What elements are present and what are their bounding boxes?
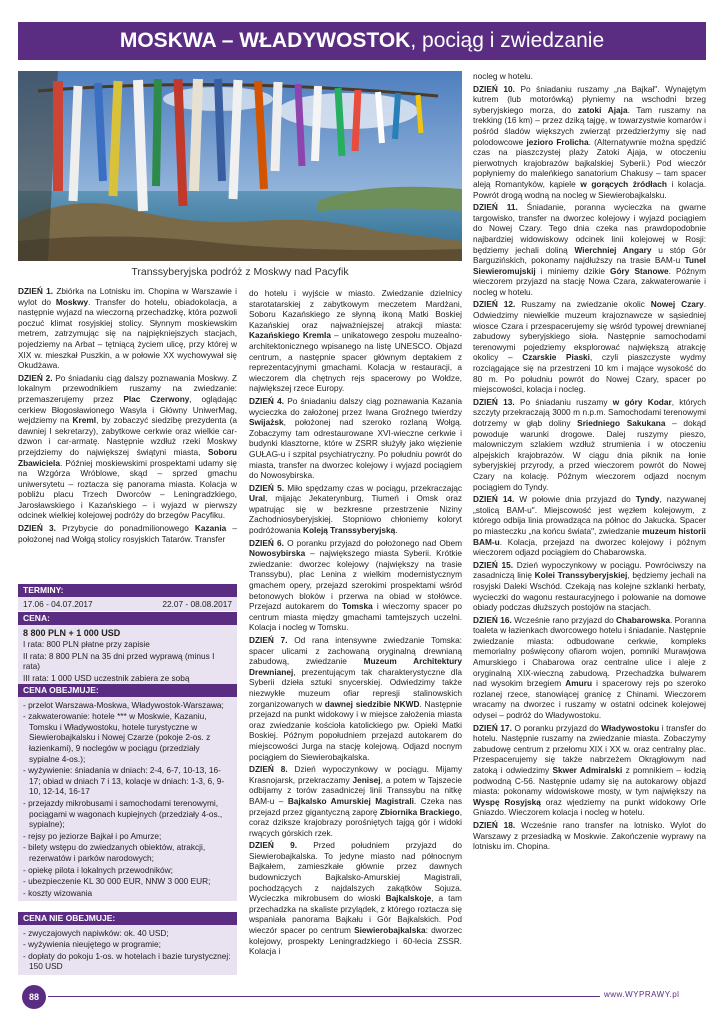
day-text: Przybycie do ponadmilionowego bbox=[55, 523, 195, 534]
day-9 bbox=[249, 840, 462, 957]
excludes-list bbox=[18, 925, 237, 975]
day-text: Zbiórka na Lotnisku im. Chopina w Warszawie i wylot do bbox=[18, 286, 237, 307]
day-label: DZIEŃ 14. bbox=[473, 494, 515, 505]
place-name: Bajkalsko Amurskiej Magistrali bbox=[287, 795, 414, 806]
day-text: Miło spędzamy czas w pociągu, przekraczając bbox=[284, 482, 462, 493]
day-text: . Następnie przejazd na punkt widokowy i w miejsce założenia miasta oraz zwiedzanie kościoła katolickiego pw. Opieki Matki Boskiej. Późnym popołudniem przejazd autokarem do miejscowości Jurga na stację kolejową. Odjazd nocnym pociągiem do Siewierobajkalska. bbox=[249, 698, 462, 762]
price-heading: CENA: bbox=[18, 612, 237, 625]
day-text: , położonej nad szeroko rozlaną Wołgą. Zobaczymy tam odrestaurowane XVI-wieczne cerkwie i budynki klasztorne, które w ZSRR służyły jako więzienie GUŁAG-u i szpital psychiatryczny. Po południu powrót do miasta, transfer na dworzec kolejowy i wyjazd pociągiem do Nowosybirska. bbox=[249, 417, 462, 481]
place-name: Moskwy bbox=[55, 296, 89, 307]
day-4 bbox=[249, 396, 462, 481]
place-name: Ural bbox=[249, 493, 266, 504]
day-text: , oglądając cerkiew Błogosławionego Wasyla i Główny UniwerMag, wejdziemy na bbox=[18, 393, 238, 426]
place-name: w góry Kodar bbox=[612, 396, 672, 407]
day-text: , będziemy jechali na rosyjski Daleki Wschód. Czekają nas kolejne szklanki herbaty, wycieczki do wagonu restauracyjnego i polowanie na domowe obiady podczas dłuższych postojów na stacjach. bbox=[473, 570, 706, 613]
list-item: - zwyczajowych napiwków: ok. 40 USD; bbox=[23, 927, 169, 938]
day-text: – unikatowego zespołu muzealno-architektonicznego wpisanego na listę UNESCO. Objazd centrum, a następnie spacer głównym deptakiem z reprezentacyjnymi gmachami. Kolacja w restauracji, a wieczorem dla chętnych rejs spacerowy po Wołdze, największej rzece Europy. bbox=[249, 330, 462, 394]
place-name: Chabarowska bbox=[616, 614, 670, 625]
terms-dates bbox=[18, 597, 237, 612]
day-text: u stóp Gór Barguzińskich, pokonamy najdłuższy na trasie BAM-u bbox=[473, 244, 706, 266]
place-name: Koleją Transsyberyjską bbox=[302, 525, 396, 536]
day-label: DZIEŃ 1. bbox=[18, 286, 54, 296]
day-8 bbox=[249, 764, 462, 838]
day-15 bbox=[473, 560, 706, 613]
terms-heading: TERMINY: bbox=[18, 584, 237, 597]
list-item: - bilety wstępu do zwiedzanych obiektów, atrakcji, rezerwatów i parków narodowych; bbox=[23, 842, 206, 863]
day-16 bbox=[473, 615, 706, 721]
day-text: – położonej nad Wołgą stolicy rosyjskich Tatarów. Transfer bbox=[18, 523, 238, 544]
photo-illustration bbox=[18, 71, 462, 261]
day-text: – największego miasta Syberii. Krótkie zwiedzanie: dworzec kolejowy (największy na trasie Transsybu), plac Lenina z wielkim modernistycznym gmachem opery, przejazd szerokimi prospektami wśród betonowych bloków i przerwa na obiad w stołówce. Przejazd autokarem do bbox=[249, 548, 462, 612]
day-text: Po śniadaniu ruszamy bbox=[514, 396, 613, 407]
day-12 bbox=[473, 299, 706, 394]
place-name: Kreml bbox=[72, 415, 97, 426]
day-3-cont bbox=[249, 288, 462, 394]
day-text: Śniadanie, poranna wycieczka na gwarne targowisko, transfer na dworzec kolejowy i wyjazd pociągiem do Nowej Czary. Tego dnia czeka nas prawdopodobnie najbardziej widowiskowy odcinek linii kolejowej w Rosji: będziemy jechali doliną bbox=[473, 202, 706, 255]
day-label: DZIEŃ 12. bbox=[473, 299, 516, 310]
day-text: . Odwiedzimy niewielkie muzeum krajoznawcze w sąsiedniej wiosce Czara i przespacerujemy się wśród typowej drewnianej zabudowy syberyjskiego sioła. Następnie samochodami terenowymi pojedziemy eksplorować największą atrakcję okolicy – bbox=[473, 299, 707, 363]
day-11 bbox=[473, 202, 706, 297]
day-text: , prezentującym tak charakterystyczne dla Syberii dzieła sztuki snycerskiej. Odwiedzimy także niezwykłe muzeum ofiar represji stalinowskich zorganizowanych w bbox=[249, 666, 462, 709]
list-item: - rejsy po jeziorze Bajkał i po Amurze; bbox=[23, 830, 162, 841]
day-text: Po śniadaniu ruszamy „na Bajkał". Wynajętym kutrem (lub motorówką) płyniemy na wschodni brzeg syberyjskiego morza, do bbox=[473, 83, 706, 115]
list-item: - przelot Warszawa-Moskwa, Władywostok-Warszawa; bbox=[23, 699, 224, 710]
day-text: Po śniadaniu dalszy ciąg poznawania Kazania wycieczka do założonej przez Iwana Groźnego twierdzy bbox=[249, 395, 462, 417]
place-name: Kazania bbox=[194, 523, 227, 534]
place-name: Jenisej bbox=[352, 774, 381, 785]
price-installment: II rata: 8 800 PLN na 35 dni przed wyprawą (minus I rata) bbox=[23, 650, 215, 672]
place-name: Sriedniego Sakukana bbox=[577, 418, 666, 428]
day-14 bbox=[473, 494, 706, 558]
day-text: O poranku przyjazd do położonego nad Obem bbox=[283, 537, 462, 548]
includes-heading: CENA OBEJMUJE: bbox=[18, 684, 237, 697]
day-text: do hotelu i wyjście w miasto. Zwiedzanie dzielnicy starotatarskiej z zabytkowym meczetem Mardżani, Soboru Kazańskiego ze słynną ikoną Matki Boskiej Kazańskiej oraz najważniejszej atrakcji miasta: bbox=[249, 288, 462, 330]
day-text: Dzień wypoczynkowy w pociągu. Powróciwszy na zasadniczą linię bbox=[473, 559, 706, 581]
place-name: Soboru Zbawiciela bbox=[18, 446, 237, 468]
place-name: Wyspę Rosyjską bbox=[473, 796, 541, 807]
day-text: , nazywanej „stolicą BAM-u". Miejscowość jest węzłem kolejowym, z którego odbija linia prowadząca na północ do Jakucka. Spacer po miasteczku „na końcu świata", zwiedzanie bbox=[473, 494, 706, 536]
place-name: jezioro Frolicha bbox=[526, 136, 589, 147]
day-text: i miniemy dzikie bbox=[535, 265, 611, 276]
day-text: Przed południem przyjazd do Siewierobajkalska. To jedyne miasto nad północnym Bajkałem, zamieszkałe głównie przez dawnych budowniczych Bajkalsko-Amurskiej Magistrali, pochodzących z najdalszych zakątków Sojuza. Wycieczka mikrobusem do wioski bbox=[249, 840, 462, 904]
day-text: i spacerowy rejs po szeroko rozlanej rzece, stanowiącej granicę z Chinami. Wieczorem wracamy na dworzec i ruszamy w ostatni odcinek kolejowej odysei – podróż do Władywostoku. bbox=[473, 678, 706, 721]
day-text: . Tam ruszamy na trekking (16 km) – przez dziką tajgę, w towarzystwie komarów i pośród śladów większych zwierząt przedzierżymy się nad polodowcowe bbox=[473, 104, 707, 147]
day-label: DZIEŃ 4. bbox=[249, 395, 285, 406]
day-text: Ruszamy na zwiedzanie okolic bbox=[515, 299, 651, 310]
day-text: . bbox=[395, 525, 398, 536]
day-text: . Czeka nas przejazd przez gigantyczną zaporę bbox=[249, 795, 462, 817]
day-label: DZIEŃ 7. bbox=[249, 635, 288, 645]
day-17 bbox=[473, 723, 706, 818]
tour-photo bbox=[18, 71, 462, 261]
place-name: zatoki Ajaja bbox=[577, 104, 628, 115]
day-label: DZIEŃ 2. bbox=[18, 372, 53, 383]
includes-list bbox=[18, 697, 237, 902]
place-name: Nowosybirska bbox=[249, 548, 306, 559]
day-text: nocleg w hotelu. bbox=[473, 71, 533, 81]
day-label: DZIEŃ 16. bbox=[473, 614, 512, 625]
terms-box bbox=[18, 584, 237, 611]
list-item: - dopłaty do pokoju 1-os. w hotelach i bazie turystycznej: 150 USD bbox=[23, 950, 231, 972]
place-name: Siewierobajkalska bbox=[354, 925, 426, 936]
price-box bbox=[18, 612, 237, 687]
place-name: Tyndy bbox=[635, 494, 660, 505]
place-name: dawnej siedzibie NKWD bbox=[324, 698, 420, 709]
place-name: Wierchniej Angary bbox=[574, 244, 652, 255]
day-text: Dzień wypoczynkowy w pociągu. Mijamy Krasnojarsk, przekraczamy bbox=[249, 764, 463, 785]
place-name: Bajkalskoje bbox=[385, 893, 432, 904]
place-name: Amuru bbox=[565, 678, 593, 689]
place-name: Kolei Transsyberyjskiej bbox=[534, 570, 628, 581]
day-text: , a potem w Tajszecie odbijamy z torów zasadniczej linii Transsybu na nitkę BAM-u – bbox=[249, 774, 462, 806]
day-text: . Kolacja, przejazd na dworzec kolejowy i późnym wieczorem odjazd pociągiem do Chabarowska. bbox=[473, 536, 706, 558]
place-name: Plac Czerwony bbox=[123, 393, 190, 404]
day-text: Po śniadaniu ciąg dalszy poznawania Moskwy. Z lokalnym przewodnikiem ruszamy na zwiedzanie: przemaszerujemy przez bbox=[18, 372, 238, 404]
day-18 bbox=[473, 820, 706, 852]
place-name: Kazańskiego Kremla bbox=[249, 330, 331, 341]
page-number: 88 bbox=[22, 985, 46, 1009]
list-item: - koszty wizowania bbox=[23, 887, 93, 898]
place-name: Swijażsk bbox=[249, 417, 284, 428]
day-text: . (Alternatywnie można spędzić czas na piaszczystej plaży Zatoki Ajaja, w otoczeniu pierwotnych krajobrazów bajkalskiej Syberii.) Pod wieczór popłyniemy do maleńkiego sanatorium Chakusy – tam spacer aleją Romantyków, kąpiele bbox=[473, 136, 706, 189]
place-name: Muzeum Architektury Drewnianej bbox=[249, 656, 463, 677]
list-item: - wyżywienia nieujętego w programie; bbox=[23, 939, 161, 950]
price-total: 8 800 PLN + 1 000 USD bbox=[23, 627, 121, 638]
list-item: - zakwaterowanie: hotele *** w Moskwie, Kazaniu, Tomsku i Władywostoku, hotele turystyczne w Siewierobajkalsku i Nowej Czarze (pokoje 2-os. z łazienkami), 9 noclegów w pociągu (przedziały sypialne 4-os.); bbox=[23, 711, 211, 764]
day-text: . Później moskiewskimi prospektami udamy się na Wzgórza Wróblowe, skąd – sprzed gmachu uniwersytetu – roztacza się panorama miasta. Kolacja w pobliżu placu Trzech Dworców – Leningradzkiego, Jarosławskiego i Kazańskiego – i wyjazd w pierwszy odcinek wielkiej kolejowej podróży do brzegów Pacyfiku. bbox=[18, 457, 237, 521]
day-10 bbox=[473, 84, 706, 201]
day-label: DZIEŃ 11. bbox=[473, 202, 518, 213]
day-label: DZIEŃ 9. bbox=[249, 840, 298, 851]
day-7 bbox=[249, 635, 462, 762]
title-bold: MOSKWA – WŁADYWOSTOK bbox=[119, 29, 411, 52]
list-item: - wyżywienie: śniadania w dniach: 2-4, 6-7, 10-13, 16-17; obiad w dniach 7 i 13, kolacje w dniach: 1-3, 6, 9-10, 12-14, 16-17 bbox=[23, 765, 225, 797]
day-13 bbox=[473, 397, 706, 492]
day-label: DZIEŃ 3. bbox=[18, 523, 56, 534]
place-name: muzeum historii BAM-u bbox=[473, 525, 706, 547]
includes-box bbox=[18, 684, 237, 901]
page-title-banner bbox=[18, 22, 706, 60]
itinerary-column-3 bbox=[473, 71, 706, 854]
day-text: , których szczyty przekraczają 3000 m n.p.m. Samochodami terenowymi dotrzemy w głąb doliny bbox=[473, 396, 706, 428]
day-text: Wcześnie rano transfer na lotnisko. Wylot do Warszawy z przesiadką w Moskwie. Zakończenie wyprawy na lotnisku im. Chopina. bbox=[473, 819, 706, 852]
itinerary-column-1 bbox=[18, 286, 237, 546]
place-name: Zbiornika Brackiego bbox=[379, 806, 460, 817]
website-link[interactable]: www.WYPRAWY.pl bbox=[604, 990, 680, 999]
day-text: i wieczorny spacer po centrum miasta między gmachami tamtejszych uczelni. Kolacja i nocleg w Tomsku. bbox=[249, 601, 462, 633]
day-5 bbox=[249, 483, 462, 536]
day-9-cont bbox=[473, 71, 706, 82]
day-1 bbox=[18, 286, 237, 371]
footer-divider bbox=[48, 996, 600, 997]
place-name: Tunel Siewieromujskij bbox=[473, 255, 706, 276]
day-text: , a tam przechadzka na skaliste przylądek, z którego roztacza się wspaniała panorama Bajkału i Gór Bajkalskich. Pod wieczór spacer po centrum bbox=[249, 893, 462, 936]
price-installment: I rata: 800 PLN płatne przy zapisie bbox=[23, 639, 150, 650]
excludes-heading: CENA NIE OBEJMUJE: bbox=[18, 912, 237, 925]
day-text: – dokąd powoduje warunki drogowe. Dalej ruszymy pieszo, malowniczym szlakiem wzdłuż strumienia i w otoczeniu alpejskich krajobrazów. W ciągu dnia piknik na łonie syberyjskiej przyrody, a przed wieczorem powrót do Nowej Czary na kolację. Późnym wieczorem odjazd nocnym pociągiem do Tyndy. bbox=[473, 418, 707, 492]
term-date: 22.07 - 08.08.2017 bbox=[162, 598, 232, 609]
day-text: z pomnikiem – łodzią podwodną C-56. Następnie udamy się na autokarowy objazd miasta: pokonamy widowiskowe mosty, w tym największy na bbox=[473, 765, 706, 797]
place-name: Nowej Czary bbox=[650, 299, 704, 310]
day-text: , czyli piaszczyste wydmy rozciągające się na przestrzeni 10 km i mające wysokość do 80 m. Po południu powrót do Nowej Czary, spacer po miejscowości, kolacja i nocleg. bbox=[473, 352, 706, 395]
day-label: DZIEŃ 18. bbox=[473, 819, 516, 830]
day-label: DZIEŃ 5. bbox=[249, 482, 285, 493]
day-text: O poranku przyjazd do bbox=[511, 722, 602, 733]
day-text: , coraz dziksze krajobrazy porośniętych tajgą gór i widoki rwących górskich rzek. bbox=[249, 806, 462, 838]
day-text: . Poranna toaleta w łazienkach dworcowego hotelu i śniadanie. Następnie zwiedzanie miasta: odbudowane cerkwie, kompleks memorialny poświęcony ofiarom wojen, pomniki Murawjowa Amurskiego i Chabarowa oraz centralne ulice i aleje z oryginalną XIX-wieczną zabudową. Przechadzka bulwarem nad wysokim brzegiem bbox=[473, 614, 706, 689]
photo-caption: Transsyberyjska podróż z Moskwy nad Pacyfik bbox=[131, 266, 349, 278]
day-label: DZIEŃ 13. bbox=[473, 396, 515, 407]
day-label: DZIEŃ 15. bbox=[473, 559, 514, 570]
list-item: - przejazdy mikrobusami i samochodami terenowymi, pociągami w wagonach kupiejnych (przedziały 4-os., sypialne); bbox=[23, 797, 223, 830]
day-3 bbox=[18, 523, 237, 544]
place-name: Skwer Admiralski bbox=[552, 765, 623, 775]
day-text: . Transfer do hotelu, obiadokolacja, a następnie wyjazd na wieczorną przechadzkę, która pozwoli poczuć klimat rosyjskiej stolicy. Słynnym moskiewskim metrem, zatrzymując się na najpiękniejszych stacjach, pojedziemy na Arbat – tętniącą życiem ulicę, przy której w XIX w. mieszkał Puszkin, a w połowie XX wychowywał się Okudżawa. bbox=[18, 296, 237, 371]
place-name: w gorących źródłach bbox=[580, 178, 667, 189]
day-text: i kolacja. Powrót drogą wodną na nocleg w Siewierobajkalsku. bbox=[473, 178, 707, 200]
day-text: Wcześnie rano przyjazd do bbox=[511, 614, 617, 625]
day-label: DZIEŃ 8. bbox=[249, 764, 288, 775]
day-text: Od rana intensywne zwiedzanie Tomska: spacer ulicami z zachowaną oryginalną drewnianą zabudową, zwiedzanie bbox=[249, 635, 462, 667]
day-text: W połowie dnia przyjazd do bbox=[514, 494, 636, 505]
day-2 bbox=[18, 373, 237, 521]
itinerary-column-2 bbox=[249, 288, 462, 959]
price-installment: III rata: 1 000 USD uczestnik zabiera ze sobą bbox=[23, 672, 190, 683]
day-text: , mijając Jekaterynburg, Tiumeń i Omsk oraz wpatrując się w bezkresne przestrzenie Niziny Zachodniosyberyjskiej. Stopniowo chłoniemy koloryt podróżowania bbox=[249, 493, 462, 536]
excludes-box bbox=[18, 912, 237, 975]
place-name: Czarskie Piaski bbox=[522, 352, 590, 363]
day-6 bbox=[249, 538, 462, 633]
list-item: - opiekę pilota i lokalnych przewodników; bbox=[23, 864, 173, 875]
price-body bbox=[18, 625, 237, 687]
title-rest: , pociąg i zwiedzanie bbox=[410, 29, 605, 52]
day-label: DZIEŃ 6. bbox=[249, 537, 284, 548]
day-text: , by zobaczyć siedzibę prezydenta (a dawniej I sekretarzy), zabytkowe cerkwie oraz wielkie car-dzwon i car-armatę. Następnie wzdłuż rzeki Moskwy przejdziemy do największej świątyni miasta, bbox=[18, 415, 237, 457]
day-text: . Późnym wieczorem przyjazd na stację Nowa Czara, zakwaterowanie i nocleg w hotelu. bbox=[473, 265, 706, 297]
day-label: DZIEŃ 10. bbox=[473, 83, 515, 94]
term-date: 17.06 - 04.07.2017 bbox=[23, 598, 93, 609]
day-text: oraz wjedziemy na punkt widokowy Orle Gniazdo. Wieczorem kolacja i nocleg w hotelu. bbox=[473, 796, 706, 818]
day-text: : dworzec kolejowy, prospekty Leningradzkiego i 60-lecia ZSSR. Kolacja i bbox=[249, 925, 462, 957]
place-name: Góry Stanowe bbox=[610, 265, 669, 276]
place-name: Władywostoku bbox=[601, 722, 660, 733]
place-name: Tomska bbox=[342, 601, 373, 612]
list-item: - ubezpieczenie KL 30 000 EUR, NNW 3 000 EUR; bbox=[23, 876, 211, 887]
day-text: i transfer do hotelu. Następnie ruszamy na zwiedzanie miasta. Zobaczymy zabudowę centrum z przełomu XIX i XX w. oraz centralny plac. Przespacerujemy się także nabrzeżem Okrągłowym nad zatoką i odwiedzimy bbox=[473, 722, 706, 775]
day-label: DZIEŃ 17. bbox=[473, 722, 512, 733]
